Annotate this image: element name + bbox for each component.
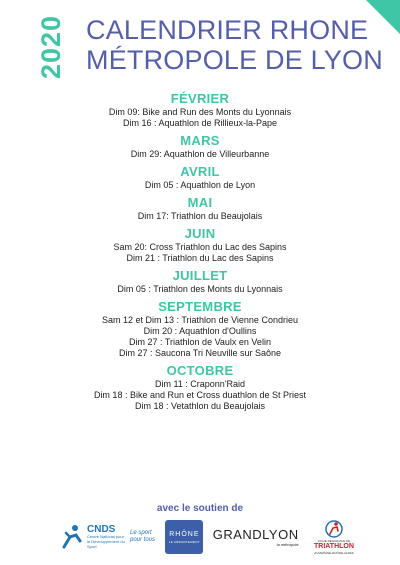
event-item: Dim 29: Aquathlon de Villeurbanne [130, 149, 270, 159]
triathlete-icon [324, 519, 344, 539]
month-heading: OCTOBRE [166, 363, 234, 378]
month-mars [0, 134, 400, 160]
event-item: Sam 20: Cross Triathlon du Lac des Sapins [113, 242, 287, 252]
rhone-name: RHÔNE [169, 530, 200, 538]
event-item: Dim 27 : Saucona Tri Neuville sur Saône [118, 348, 282, 358]
month-octobre [0, 364, 400, 412]
cnds-figure-icon [60, 523, 84, 551]
ligue-subtitle: AUVERGNE-RHÔNE-ALPES [314, 551, 354, 555]
event-item: Dim 11 : Craponn'Raid [154, 379, 246, 389]
ligue-name: TRIATHLON [314, 543, 354, 550]
month-heading: SEPTEMBRE [158, 299, 242, 314]
event-item: Dim 09: Bike and Run des Monts du Lyonnais [108, 107, 292, 117]
event-item: Dim 05 : Aquathlon de Lyon [144, 180, 256, 190]
ligue-triathlon-logo [308, 519, 360, 555]
grandlyon-logo [213, 527, 299, 547]
month-juin [0, 227, 400, 264]
month-heading: MAI [187, 195, 213, 210]
cnds-name: CNDS [87, 523, 116, 535]
cnds-slogan: Le sport pour tous [130, 530, 156, 543]
event-item: Dim 18 : Vetathlon du Beaujolais [134, 401, 266, 411]
rhone-subtitle: LE DÉPARTEMENT [168, 539, 200, 544]
month-heading: JUIN [184, 226, 216, 241]
month-heading: FÉVRIER [170, 91, 230, 106]
event-item: Sam 12 et Dim 13 : Triathlon de Vienne Condrieu [102, 315, 298, 325]
cnds-logo [60, 523, 156, 551]
calendar-list [0, 92, 400, 417]
title-line-2: MÉTROPOLE DE LYON [86, 45, 383, 75]
year-label: 2020 [36, 14, 66, 80]
month-heading: JUILLET [172, 268, 228, 283]
month-heading: AVRIL [180, 164, 220, 179]
grandlyon-name: GRANDLYON [212, 527, 299, 542]
event-item: Dim 05 : Triathlon des Monts du Lyonnais [117, 284, 283, 294]
title-line-1: CALENDRIER RHONE [86, 15, 369, 45]
cnds-subtitle: Centre National pour le Développement du Sport [87, 533, 125, 549]
event-item: Dim 17: Triathlon du Beaujolais [137, 211, 263, 221]
page-title [86, 15, 383, 75]
rhone-logo [165, 520, 203, 554]
month-juillet [0, 269, 400, 295]
event-item: Dim 20 : Aquathlon d'Oullins [143, 326, 257, 336]
event-item: Dim 16 : Aquathlon de Rillieux-la-Pape [122, 118, 278, 128]
sponsor-logos [60, 517, 360, 557]
month-septembre [0, 300, 400, 359]
event-item: Dim 21 : Triathlon du Lac des Sapins [126, 253, 274, 263]
month-heading: MARS [180, 133, 220, 148]
ligue-small-text: LIGUE RÉGIONALE DE [317, 539, 351, 543]
grandlyon-subtitle: la métropole [276, 542, 299, 547]
month-fevrier [0, 92, 400, 129]
month-mai [0, 196, 400, 222]
event-item: Dim 18 : Bike and Run et Cross duathlon de St Priest [93, 390, 307, 400]
month-avril [0, 165, 400, 191]
event-item: Dim 27 : Triathlon de Vaulx en Velin [129, 337, 271, 347]
support-label: avec le soutien de [156, 503, 244, 514]
